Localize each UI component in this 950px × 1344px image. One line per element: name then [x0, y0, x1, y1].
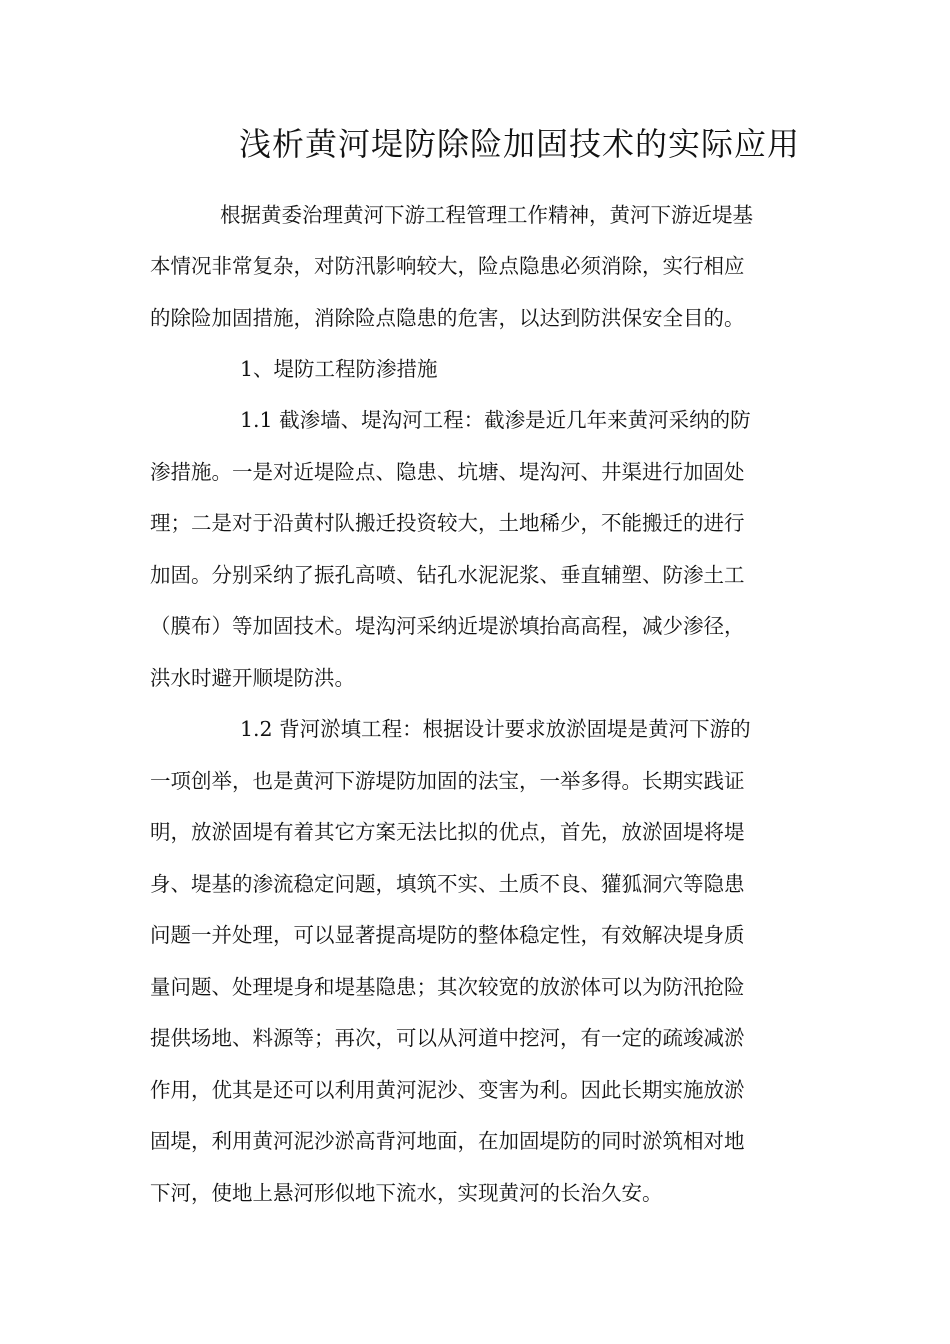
paragraph-line: （膜布）等加固技术。堤沟河采纳近堤淤填抬高高程，减少渗径， [150, 614, 745, 638]
paragraph-line: 本情况非常复杂，对防汛影响较大，险点隐患必须消除，实行相应 [150, 254, 745, 278]
paragraph-line: 固堤，利用黄河泥沙淤高背河地面，在加固堤防的同时淤筑相对地 [150, 1129, 745, 1153]
paragraph-line: 提供场地、料源等；再次，可以从河道中挖河，有一定的疏竣减淤 [150, 1026, 745, 1050]
paragraph-line: 问题一并处理，可以显著提高堤防的整体稳定性，有效解决堤身质 [150, 923, 745, 947]
paragraph-line: 作用，优其是还可以利用黄河泥沙、变害为利。因此长期实施放淤 [150, 1078, 745, 1102]
paragraph-line: 一项创举，也是黄河下游堤防加固的法宝，一举多得。长期实践证 [150, 769, 745, 793]
document-title: 浅析黄河堤防除险加固技术的实际应用 [238, 125, 800, 163]
paragraph-line: 加固。分别采纳了振孔高喷、钻孔水泥泥浆、垂直辅塑、防渗土工 [150, 563, 745, 587]
paragraph-line: 量问题、处理堤身和堤基隐患；其次较宽的放淤体可以为防汛抢险 [150, 975, 745, 999]
paragraph-line: 1.2 背河淤填工程：根据设计要求放淤固堤是黄河下游的 [240, 717, 751, 741]
paragraph-line: 1.1 截渗墙、堤沟河工程：截渗是近几年来黄河采纳的防 [240, 408, 751, 432]
paragraph-line: 渗措施。一是对近堤险点、隐患、坑塘、堤沟河、井渠进行加固处 [150, 460, 745, 484]
paragraph-line: 根据黄委治理黄河下游工程管理工作精神，黄河下游近堤基 [220, 203, 753, 227]
paragraph-line: 下河，使地上悬河形似地下流水，实现黄河的长治久安。 [150, 1181, 663, 1205]
paragraph-line: 的除险加固措施，消除险点隐患的危害，以达到防洪保安全目的。 [150, 306, 745, 330]
paragraph-line: 洪水时避开顺堤防洪。 [150, 666, 355, 690]
paragraph-line: 明，放淤固堤有着其它方案无法比拟的优点，首先，放淤固堤将堤 [150, 820, 745, 844]
paragraph-line: 身、堤基的渗流稳定问题，填筑不实、土质不良、獾狐洞穴等隐患 [150, 872, 745, 896]
paragraph-line: 理；二是对于沿黄村队搬迁投资较大，土地稀少，不能搬迁的进行 [150, 511, 745, 535]
section-heading: 1、堤防工程防渗措施 [240, 357, 438, 381]
